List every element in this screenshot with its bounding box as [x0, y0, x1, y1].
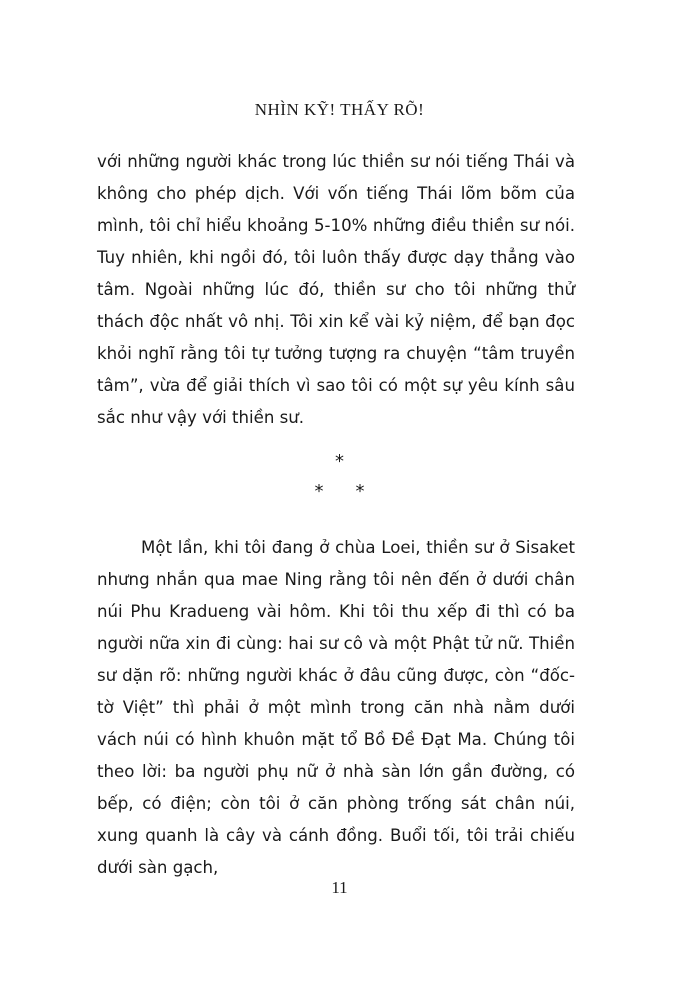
separator-asterisk: * [355, 481, 365, 502]
paragraph-new-section: Một lần, khi tôi đang ở chùa Loei, thiền sư ở Sisaket nhưng nhắn qua mae Ning rằng tôi nên đến ở dưới chân núi Phu Kradueng vài hôm. Khi tôi thu xếp đi thì có ba người nữa xin đi cùng: hai sư cô và một Phật tử nữ. Thiền sư dặn rõ: những người khác ở đâu cũng được, còn “đốc-tờ Việt” thì phải ở một mình trong căn nhà nằm dưới vách núi có hình khuôn mặt tổ Bồ Đề Đạt Ma. Chúng tôi theo lời: ba người phụ nữ ở nhà sàn lớn gần đường, có bếp, có điện; còn tôi ở căn phòng trống sát chân núi, xung quanh là cây và cánh đồng. Buổi tối, tôi trải chiếu dưới sàn gạch, [97, 538, 575, 877]
section-separator-bottom [0, 478, 679, 506]
section-separator-top [0, 448, 679, 476]
running-header-title: NHÌN KỸ! THẤY RÕ! [254, 100, 425, 119]
separator-asterisk: * [314, 481, 324, 502]
paragraph-continuation: với những người khác trong lúc thiền sư nói tiếng Thái và không cho phép dịch. Với vốn tiếng Thái lõm bõm của mình, tôi chỉ hiểu khoảng 5-10% những điều thiền sư nói. Tuy nhiên, khi ngồi đó, tôi luôn thấy được dạy thẳng vào tâm. Ngoài những lúc đó, thiền sư cho tôi những thử thách độc nhất vô nhị. Tôi xin kể vài kỷ niệm, để bạn đọc khỏi nghĩ rằng tôi tự tưởng tượng ra chuyện “tâm truyền tâm”, vừa để giải thích vì sao tôi có một sự yêu kính sâu sắc như vậy với thiền sư. [97, 152, 575, 427]
separator-asterisk: * [335, 451, 344, 472]
page-number: 11 [331, 878, 348, 897]
